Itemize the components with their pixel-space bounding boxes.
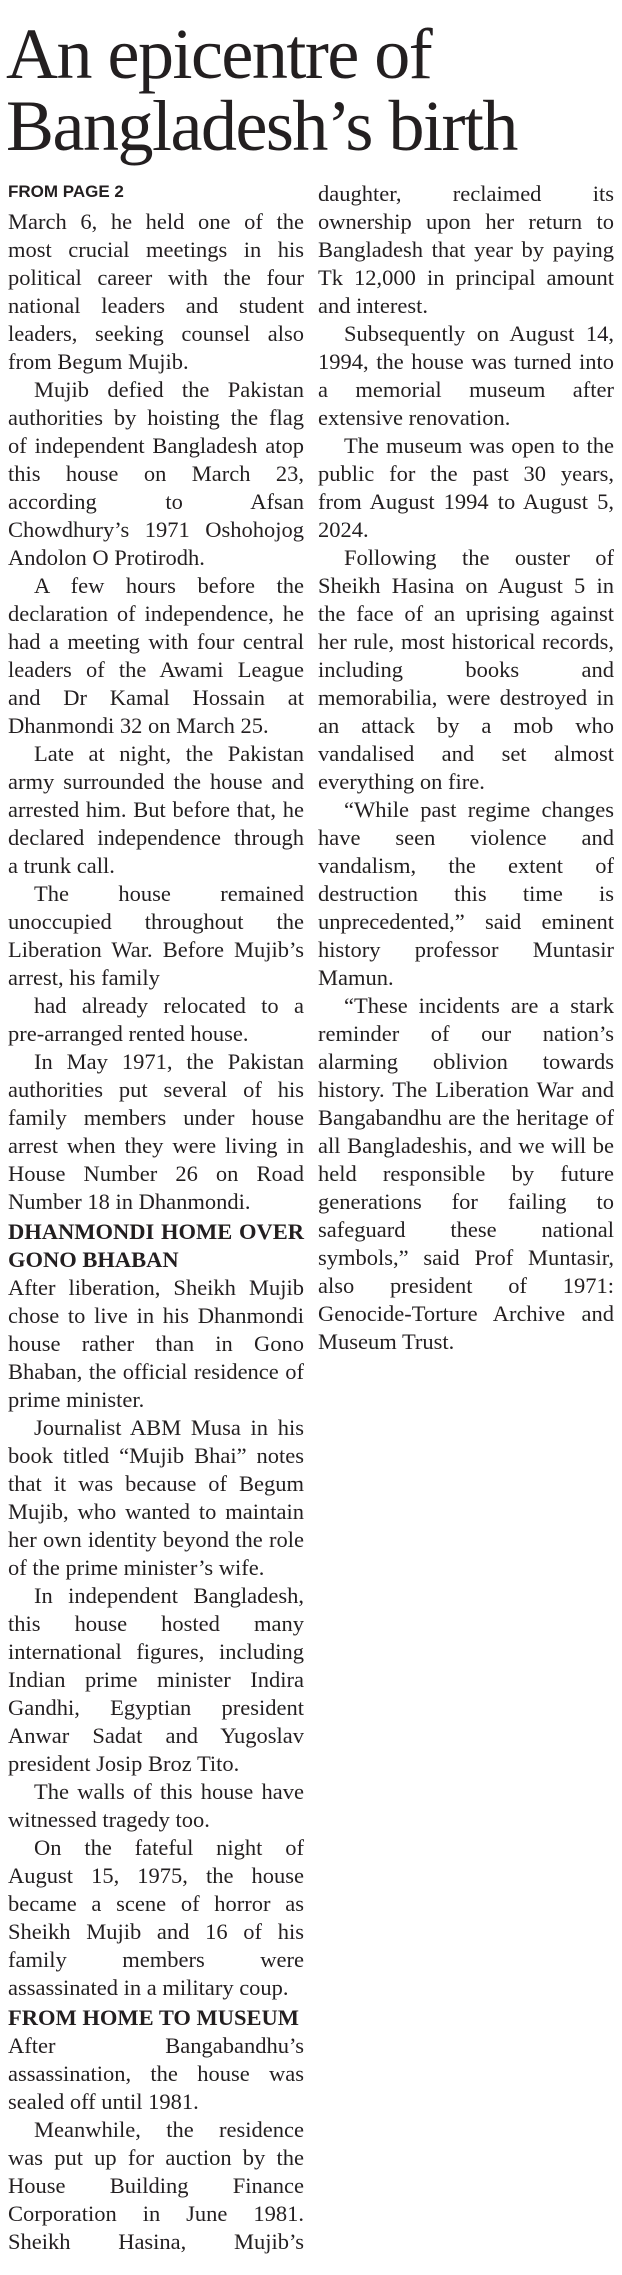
subhead-dhanmondi-home: DHANMONDI HOME OVER GONO BHABAN — [8, 1219, 304, 1272]
paragraph: Late at night, the Pakistan army surrounded the house and arrested him. But before that, he declared independence through a trunk call. — [8, 741, 304, 878]
continuation-label: FROM PAGE 2 — [8, 182, 124, 201]
paragraph: The walls of this house have witnessed tragedy too. — [8, 1779, 304, 1832]
paragraph: A few hours before the declaration of independence, he had a meeting with four central leaders of the Awami League and Dr Kamal Hossain at Dhanmondi 32 on March 25. — [8, 573, 304, 738]
paragraph: On the fateful night of August 15, 1975, the house became a scene of horror as Sheikh Mujib and 16 of his family members were assassinated in a military coup. — [8, 1835, 304, 2000]
paragraph: March 6, he held one of the most crucial meetings in his political career with the four national leaders and student leaders, seeking counsel also from Begum Mujib. — [8, 209, 304, 374]
subhead-home-to-museum: FROM HOME TO MUSEUM — [8, 2005, 300, 2030]
paragraph: The museum was open to the public for the past 30 years, from August 1994 to August 5, 2024. — [318, 433, 614, 542]
paragraph: In independent Bangladesh, this house hosted many international figures, including Indian prime minister Indira Gandhi, Egyptian president Anwar Sadat and Yugoslav president Josip Broz Tito. — [8, 1583, 304, 1776]
paragraph: “While past regime changes have seen violence and vandalism, the extent of destruction this time is unprecedented,” said eminent history professor Muntasir Mamun. — [318, 797, 614, 990]
paragraph: After liberation, Sheikh Mujib chose to live in his Dhanmondi house rather than in Gono Bhaban, the official residence of prime minister. — [8, 1275, 304, 1412]
headline: An epicentre of Bangladesh’s birth — [6, 14, 517, 166]
paragraph: After Bangabandhu’s assassination, the house was sealed off until 1981. — [8, 2033, 304, 2114]
paragraph: Journalist ABM Musa in his book titled “Mujib Bhai” notes that it was because of Begum Mujib, who wanted to maintain her own identity beyond the role of the prime minister’s wife. — [8, 1415, 304, 1580]
paragraph: Mujib defied the Pakistan authorities by hoisting the flag of independent Bangladesh atop this house on March 23, according to Afsan Chowdhury’s 1971 Oshohojog Andolon O Protirodh. — [8, 377, 304, 570]
paragraph: In May 1971, the Pakistan authorities put several of his family members under house arrest when they were living in House Number 26 on Road Number 18 in Dhanmondi. — [8, 1049, 304, 1214]
paragraph: Following the ouster of Sheikh Hasina on August 5 in the face of an uprising against her rule, most historical records, including books and memorabilia, were destroyed in an attack by a mob who vandalised and set almost everything on fire. — [318, 545, 614, 794]
paragraph: Subsequently on August 14, 1994, the house was turned into a memorial museum after extensive renovation. — [318, 321, 614, 430]
paragraph: The house remained unoccupied throughout the Liberation War. Before Mujib’s arrest, his family — [8, 881, 304, 990]
paragraph: “These incidents are a stark reminder of our nation’s alarming oblivion towards history. The Liberation War and Bangabandhu are the heritage of all Bangladeshis, and we will be held responsible by future generations for failing to safeguard these national symbols,” said Prof Muntasir, also president of 1971: Genocide-Torture Archive and Museum Trust. — [318, 993, 614, 1354]
paragraph: Meanwhile, the residence was put up for auction by the House Building Finance Corporation in June 1981. Sheikh Hasina, Mujib’s daughter, reclaimed its ownership upon her return to Bangladesh that year by paying Tk 12,000 in principal amount and interest. — [8, 181, 614, 2254]
paragraph: had already relocated to a pre-arranged rented house. — [8, 993, 304, 1046]
article-body — [8, 180, 614, 2270]
